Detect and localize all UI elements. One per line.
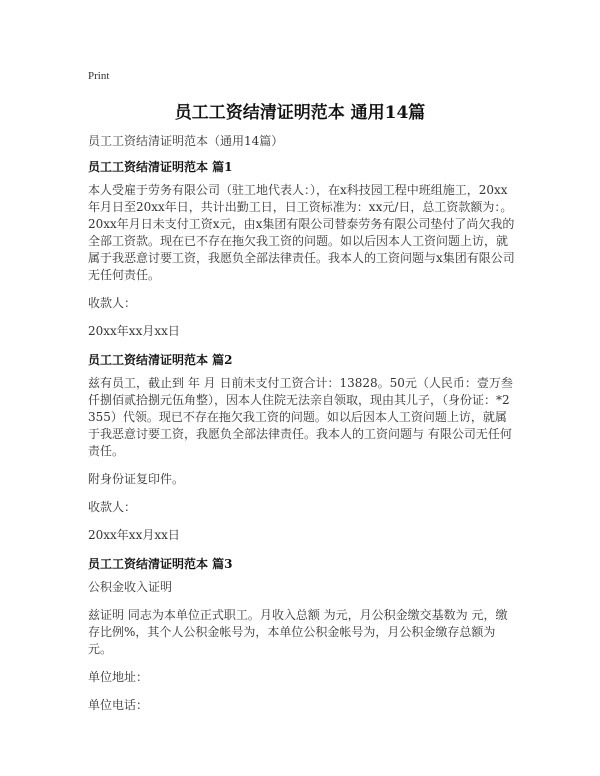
- address-line: 单位地址：: [88, 670, 149, 684]
- document-subtitle: 员工工资结清证明范本（通用14篇）: [88, 134, 284, 148]
- section-heading: 员工工资结清证明范本 篇3: [88, 557, 233, 571]
- page-title: 员工工资结清证明范本 通用14篇: [174, 103, 426, 123]
- section-heading: 员工工资结清证明范本 篇1: [88, 160, 233, 174]
- section-paragraph: 兹证明 同志为本单位正式职工。月收入总额 为元，月公积金缴交基数为 元，缴存比例%，其个人公积金帐号为，本单位公积金帐号为，月公积金缴存总额为 元。: [88, 608, 508, 656]
- section-paragraph: 兹有员工，截止到 年 月 日前未支付工资合计：13828。50元（人民币：壹万叁仟捌佰贰拾捌元伍角整），因本人住院无法亲自领取，现由其儿子，（身份证：*2355）代领。现已不存在拖欠我工资的问题。如以后因本人工资问题上访，就属于我恶意讨要工资，我愿负全部法律责任。我本人的工资问题与 有限公司无任何责任。: [88, 376, 513, 458]
- phone-line: 单位电话：: [88, 698, 149, 712]
- payee-line: 收款人：: [88, 296, 137, 310]
- attachment-note: 附身份证复印件。: [88, 472, 185, 486]
- section-2: [88, 351, 516, 544]
- payee-line: 收款人：: [88, 500, 137, 514]
- section-1: [88, 158, 516, 340]
- date-line: 20xx年xx月xx日: [88, 324, 180, 338]
- section-3: [88, 555, 516, 714]
- print-link[interactable]: Print: [88, 70, 110, 82]
- document-body: [88, 132, 516, 725]
- section-subheading: 公积金收入证明: [88, 580, 173, 594]
- section-heading: 员工工资结清证明范本 篇2: [88, 353, 233, 367]
- section-paragraph: 本人受雇于劳务有限公司（驻工地代表人：），在x科技园工程中班组施工，20xx年月日至20xx年日，共计出勤工日，日工资标准为：xx元/日，总工资款额为：。20xx年月日未支付工资x元，由x集团有限公司替泰劳务有限公司垫付了尚欠我的全部工资款。现在已不存在拖欠我工资的问题。如以后因本人工资问题上访，就属于我恶意讨要工资，我愿负全部法律责任。我本人的工资问题与x集团有限公司无任何责任。: [88, 183, 515, 282]
- date-line: 20xx年xx月xx日: [88, 528, 180, 542]
